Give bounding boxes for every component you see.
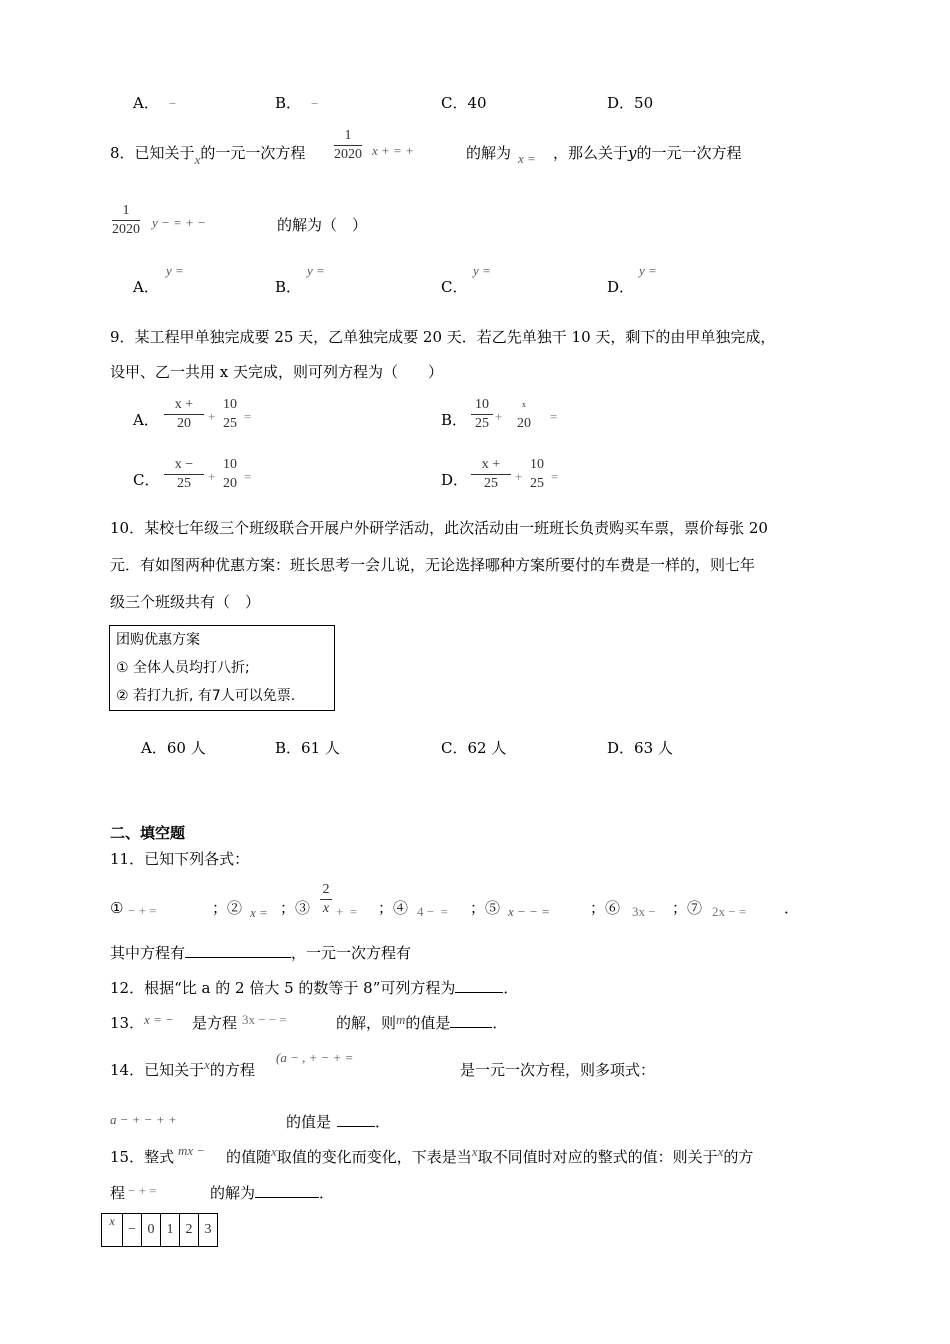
- q9-option-d[interactable]: D．: [441, 471, 469, 489]
- q8-option-a[interactable]: A．: [133, 278, 159, 296]
- q13-tail: 的解，则m的值是 ．: [336, 1012, 508, 1032]
- q9-d-op: +: [515, 469, 523, 484]
- q8-solution: x =: [518, 151, 536, 166]
- q8-option-b[interactable]: B．: [275, 278, 302, 296]
- q10-option-d[interactable]: D．63 人: [607, 739, 673, 757]
- q13-expr2: 3x − − =: [242, 1012, 287, 1027]
- q8-equation-tail: x + = +: [372, 143, 414, 158]
- q8-option-c[interactable]: C．: [441, 278, 468, 296]
- q10-box-title: 团购优惠方案: [116, 632, 200, 648]
- q15-line2-expr: − + =: [128, 1183, 157, 1198]
- q13-b: 是方程: [192, 1014, 238, 1032]
- q13-blank[interactable]: [450, 1027, 492, 1028]
- table-cell: 3: [199, 1214, 218, 1247]
- q11-items: ①: [110, 899, 124, 917]
- q10-box-line2: ② 若打九折, 有7人可以免票.: [116, 688, 296, 704]
- table-cell: x: [102, 1214, 123, 1247]
- q9-d-frac1: x + 25: [471, 457, 511, 492]
- q15-expr: mx −: [178, 1143, 206, 1158]
- q9-a-frac2: 10 25: [223, 397, 237, 431]
- q11-item6-expr: 3x −: [632, 904, 656, 919]
- q11-item5-mark: ；⑤: [470, 899, 501, 917]
- q9-c-frac2: 10 20: [223, 457, 237, 491]
- q9-d-frac2: 10 25: [530, 457, 544, 491]
- q9-b-frac1: 10 25: [471, 397, 493, 432]
- q8-line2-fraction: 1 2020: [112, 203, 140, 237]
- q8-option-d[interactable]: D．: [607, 278, 635, 296]
- q11-blank1[interactable]: [185, 957, 291, 958]
- q15-line1a: 15．整式: [110, 1148, 175, 1166]
- q15-line1b: 的值随x取值的变化而变化，下表是当x取不同值时对应的整式的值：则关于x的方: [226, 1144, 754, 1166]
- q9-a-op: +: [208, 409, 216, 424]
- q14-blank[interactable]: [337, 1126, 375, 1127]
- q13-expr1: x = −: [144, 1012, 174, 1027]
- table-cell: 0: [142, 1214, 161, 1247]
- q9-b-eq: =: [550, 409, 558, 424]
- q8-fraction: 1 2020: [334, 128, 362, 162]
- q14-c: 是一元一次方程，则多项式：: [460, 1061, 656, 1079]
- q11-item4-expr: 4 − =: [417, 904, 448, 919]
- q14-line1: 14．已知关于x的方程: [110, 1057, 255, 1079]
- q12-blank[interactable]: [455, 992, 503, 993]
- table-cell: 2: [180, 1214, 199, 1247]
- q9-d-eq: =: [551, 469, 559, 484]
- q11-item6-mark: ；⑥: [590, 899, 621, 917]
- q11-item3-frac: 2 x: [320, 882, 332, 917]
- q11-line1: 11．已知下列各式：: [110, 850, 250, 868]
- q12-line: 12．根据“比 a 的 2 倍大 5 的数等于 8”可列方程为 ．: [110, 979, 519, 997]
- q9-line2: 设甲、乙一共用 x 天完成，则可列方程为（ ）: [110, 363, 443, 381]
- table-row: [102, 1214, 218, 1247]
- q11-item2-expr: x =: [250, 905, 268, 920]
- q13-line: 13．: [110, 1014, 145, 1032]
- q10-option-a[interactable]: A．60 人: [141, 739, 206, 757]
- q9-option-b[interactable]: B．: [441, 411, 468, 429]
- q10-box-line1: ① 全体人员均打八折;: [116, 660, 250, 676]
- q9-a-eq: =: [244, 409, 252, 424]
- q9-c-frac1: x − 25: [164, 457, 204, 492]
- q9-option-a[interactable]: A．: [133, 411, 159, 429]
- q15-blank[interactable]: [255, 1197, 319, 1198]
- q8-option-a-value: y =: [166, 263, 184, 278]
- q14-expr: (a − , + − + =: [276, 1050, 354, 1065]
- section-title: 二、填空题: [110, 824, 186, 842]
- q15-line2: 程: [110, 1184, 126, 1202]
- q7-option-d[interactable]: D．50: [607, 94, 654, 112]
- q15-table: [101, 1213, 218, 1247]
- q14-line2-tail: 的值是 ．: [286, 1113, 391, 1131]
- q8-t6: 的解为（ ）: [277, 216, 368, 234]
- q11-line3: 其中方程有 ，一元一次方程有: [110, 944, 412, 962]
- q10-line1: 10．某校七年级三个班级联合开展户外研学活动，此次活动由一班班长负责购买车票，票价每张 20: [110, 519, 768, 537]
- q8-option-c-value: y =: [473, 263, 491, 278]
- q11-item7-expr: 2x − =: [712, 904, 747, 919]
- q11-item2-mark: ；②: [212, 899, 243, 917]
- q8-option-b-value: y =: [307, 263, 325, 278]
- q10-line2: 元．有如图两种优惠方案：班长思考一会儿说，无论选择哪种方案所要付的车费是一样的，则七年: [110, 556, 756, 574]
- q7-option-b[interactable]: B． −: [275, 94, 319, 112]
- q9-b-op: +: [495, 409, 503, 424]
- q9-line1: 9．某工程甲单独完成要 25 天，乙单独完成要 20 天．若乙先单独干 10 天，剩下的由甲单独完成，: [110, 328, 776, 346]
- q10-option-b[interactable]: B．61 人: [275, 739, 340, 757]
- q8-line2-tail: y − = + −: [152, 215, 206, 230]
- q8-t3: 的解为: [466, 144, 512, 162]
- q10-option-c[interactable]: C．62 人: [441, 739, 507, 757]
- q7-option-a[interactable]: A． −: [133, 94, 177, 112]
- q14-line2-expr: a − + − + +: [110, 1112, 177, 1127]
- q9-a-frac1: x + 20: [164, 397, 204, 432]
- q11-item4-mark: ；④: [378, 899, 409, 917]
- q11-item7-mark: ；⑦: [672, 899, 703, 917]
- q8-t4: ，那么关于y的一元一次方程: [553, 144, 742, 162]
- q10-line3: 级三个班级共有（ ）: [110, 593, 261, 611]
- q8-option-d-value: y =: [639, 263, 657, 278]
- table-cell: −: [123, 1214, 142, 1247]
- q7-option-c[interactable]: C．40: [441, 94, 487, 112]
- q11-item1-expr: − + =: [128, 903, 157, 918]
- q11-end: ．: [784, 899, 800, 917]
- q11-item5-expr: x − − =: [508, 904, 550, 919]
- q9-c-op: +: [208, 469, 216, 484]
- q8-line1: 8．已知关于x的一元一次方程: [110, 144, 306, 167]
- q9-b-frac2: x 20: [517, 400, 531, 431]
- q11-item3-tail: + =: [336, 904, 358, 919]
- q9-option-c[interactable]: C．: [133, 471, 160, 489]
- table-cell: 1: [161, 1214, 180, 1247]
- q10-offer-box: [109, 625, 335, 711]
- q11-item3-mark: ；③: [280, 899, 311, 917]
- q15-line2-tail: 的解为 ．: [210, 1184, 335, 1202]
- q9-c-eq: =: [244, 469, 252, 484]
